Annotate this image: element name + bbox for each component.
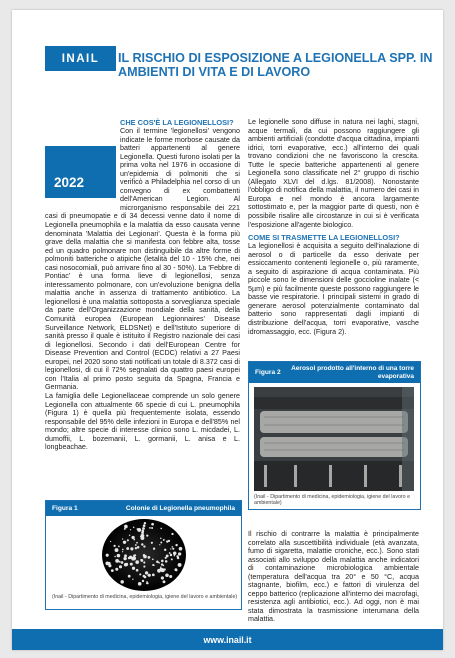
colony-dot [161, 560, 164, 563]
colony-dot [137, 528, 141, 532]
colony-dot [165, 574, 169, 578]
colony-dot [130, 547, 133, 550]
colony-dot [165, 554, 168, 557]
colony-dot [160, 542, 162, 544]
colony-dot [158, 562, 160, 564]
figure-2-label: Figura 2 [255, 369, 281, 376]
colony-dot [159, 544, 160, 545]
colony-dot [141, 580, 143, 582]
colony-dot [160, 576, 163, 579]
colony-dot [131, 567, 134, 570]
colony-dot [141, 530, 144, 533]
paragraph-risk: Il rischio di contrarre la malattia è principalmente correlato alla suscettibilità individuale (età avanzata, fumo di sigaretta, malattie croniche, ecc.). Sono stati associati allo sviluppo della malattia anche indicatori di contaminazione microbiologica ambientale (temperatura dell'acqua tra 20° e 50 °C, acqua stagnante, biofilm, ecc.) e fattori di virulenza del ceppo batterico (replicazione all'interno dei macrofagi, resistenza agli antibiotici, ecc.). Ad oggi, non è mai stata dimostrata la trasmissione interumana della malattia. [248, 530, 419, 624]
colony-dot [113, 545, 115, 547]
colony-dot [129, 563, 132, 566]
colony-dot [163, 549, 165, 551]
colony-dot [143, 522, 145, 524]
colony-dot [173, 555, 174, 556]
colony-dot [108, 562, 110, 564]
colony-dot [149, 527, 151, 529]
year-label: 2022 [54, 175, 85, 190]
figure-2 [248, 361, 421, 510]
section-heading-transmission: COME SI TRASMETTE LA LEGIONELLOSI? [248, 233, 400, 243]
colony-dot [132, 527, 133, 528]
colony-dot [105, 562, 109, 566]
colony-dot [124, 525, 128, 529]
colony-dot [109, 541, 110, 542]
colony-dot [108, 564, 111, 567]
colony-dot [118, 565, 121, 568]
colony-dot [115, 559, 119, 563]
colony-dot [121, 551, 122, 552]
colony-dot [160, 567, 161, 568]
colony-dot [170, 558, 172, 560]
colony-dot [142, 554, 144, 556]
inail-logo: INAIL [45, 46, 116, 71]
colony-dot [105, 554, 108, 557]
colony-dot [169, 575, 172, 578]
right-column [248, 118, 419, 336]
colony-dot [121, 549, 123, 551]
colony-dot [157, 569, 161, 573]
colony-dot [167, 540, 169, 542]
colony-dot [162, 580, 165, 583]
colony-dot [175, 544, 177, 546]
colony-dot [129, 529, 130, 530]
colony-dot [151, 558, 153, 560]
colony-dot [120, 561, 123, 564]
colony-dot [127, 575, 130, 578]
colony-dot [151, 574, 154, 577]
colony-dot [150, 542, 152, 544]
colony-dot [156, 561, 159, 564]
colony-dot [110, 569, 113, 572]
colony-dot [143, 545, 145, 547]
colony-dot [134, 544, 136, 546]
colony-dot [120, 580, 123, 583]
colony-dot [176, 557, 178, 559]
colony-dot [143, 566, 145, 568]
colony-dot [139, 573, 141, 575]
colony-dot [137, 582, 141, 586]
colony-dot [174, 553, 176, 555]
colony-dot [128, 535, 129, 536]
colony-dot [168, 552, 170, 554]
colony-dot [164, 560, 167, 563]
colony-dot [142, 524, 145, 527]
colony-dot [175, 569, 177, 571]
colony-dot [140, 559, 141, 560]
figure-1-title: Colonie di Legionella pneumophila [125, 505, 235, 512]
colony-dot [123, 563, 126, 566]
left-column [45, 118, 240, 452]
colony-dot [114, 548, 118, 552]
colony-dot [177, 563, 181, 567]
colony-dot [140, 534, 144, 538]
colony-dot [136, 542, 138, 544]
colony-dot [143, 561, 145, 563]
colony-dot [134, 547, 136, 549]
colony-dot [146, 535, 148, 537]
colony-dot [169, 554, 171, 556]
footer-url[interactable]: www.inail.it [12, 629, 443, 650]
colony-dot [142, 527, 145, 530]
colony-dot [139, 536, 140, 537]
colony-dot [132, 556, 136, 560]
figure-1-label: Figura 1 [52, 505, 78, 512]
cooling-tower-image [254, 387, 414, 491]
colony-dot [160, 528, 162, 530]
colony-dot [171, 533, 173, 535]
colony-dot [141, 543, 143, 545]
colony-dot [132, 579, 133, 580]
figure-1-credit: (Inail - Dipartimento di medicina, epidemiologia, igiene del lavoro e ambientale) [52, 594, 238, 600]
figure-2-title: Aerosol prodotto all'interno di una torre evaporativa [291, 364, 414, 380]
paragraph-what-2: La famiglia delle Legionellaceae comprende un solo genere Legionella con attualmente 66 specie di cui L. pneumophila (Figura 1) è quella più frequentemente isolata, essendo responsabile del 95% delle infezioni in Europa e dell'85% nel mondo; altre specie di interesse clinico sono L. micdadei, L. dumoffii, L. bozemanii, L. gormanii, L. anisa e L. longbeachae. [45, 391, 240, 452]
colony-dot [144, 571, 147, 574]
page-title: IL RISCHIO DI ESPOSIZIONE A LEGIONELLA SPP. IN AMBIENTI DI VITA E DI LAVORO [118, 51, 433, 79]
right-column-bottom [248, 530, 419, 624]
fact-sheet-page [12, 10, 443, 650]
colony-dot [151, 527, 153, 529]
colony-dot [151, 523, 154, 526]
figure-1 [45, 500, 242, 610]
colony-dot [126, 539, 128, 541]
colony-dot [177, 552, 180, 555]
paragraph-transmission: La legionellosi è acquisita a seguito dell'inalazione di aerosol o di particelle da esso derivate per essiccamento contenenti legionelle o, più raramente, a seguito di aspirazione di acqua contaminata. Più piccole sono le dimensioni delle goccioline inalate (< 5µm) e più facilmente queste possono raggiungere le basse vie respiratorie. I principali sistemi in grado di generare aerosol potenzialmente contaminato dal batterio sono rappresentati dagli impianti di distribuzione dell'acqua, torri evaporative, vasche idromassaggio, ecc. (Figura 2). [248, 242, 419, 336]
colony-dot [147, 575, 148, 576]
figure-2-header [249, 362, 420, 383]
petri-dish-image [100, 517, 188, 593]
colony-dot [126, 547, 129, 550]
colony-dot [131, 536, 134, 539]
colony-dot [163, 568, 165, 570]
figure-1-header [46, 501, 241, 516]
colony-dot [116, 554, 119, 557]
colony-dot [170, 548, 171, 549]
colony-dot [121, 538, 122, 539]
colony-dot [136, 546, 139, 549]
colony-dot [171, 546, 173, 548]
colony-dot [124, 541, 125, 542]
colony-dot [162, 539, 164, 541]
section-heading-what: CHE COS'È LA LEGIONELLOSI? [120, 118, 234, 127]
colony-dot [178, 547, 182, 551]
colony-dot [135, 569, 138, 572]
colony-dot [172, 548, 174, 550]
paragraph-what-1: Con il termine 'legionellosi' vengono indicate le forme morbose causate da batteri appartenenti al genere Legionella. Questi furono isolati per la prima volta nel 1976 in occasione di un'epidemia di polmoniti che si verificò a Philadelphia nel corso di un convegno di ex combattenti dell'American Legion. Al microrganismo responsabile dei 221 casi di pneumopatie e di 34 decessi venne dato il nome di Legionella pneumophila e la malattia da esso causata venne denominata 'Malattia dei Legionari'. Questa è la forma più grave della malattia che si manifesta con febbre alta, tosse ed un quadro polmonare non distinguibile da altre forme di polmoniti batteriche o atipiche (letalità del 10 - 15% che, nei casi nosocomiali, può arrivare fino al 30 - 50%). La 'Febbre di Pontiac' è una forma lieve di legionellosi, senza interessamento polmonare, con un'evoluzione benigna della malattia anche in assenza di trattamento antibiotico. La legionellosi è una malattia sottoposta a sorveglianza speciale da parte dell'Organizzazione mondiale della sanità, della Comunità europea (European Legionnaires' Disease Surveillance Network, ELDSNet) e dell'Istituto superiore di sanità presso il quale è istituito il Registro nazionale dei casi di legionellosi. Secondo i dati dell'European Centre for Disease Prevention and Control (ECDC) relativi a 27 Paesi europei, nel 2020 sono stati notificati un totale di 8.372 casi di legionellosi, di cui il 72% segnalati da quattro paesi europei con l'Italia al primo posto seguita da Spagna, Francia e Germania. [45, 127, 240, 392]
colony-dot [118, 546, 120, 548]
colony-dot [142, 575, 145, 578]
colony-dot [124, 554, 127, 557]
colony-dot [114, 556, 116, 558]
colony-dot [160, 538, 161, 539]
colony-dot [115, 568, 118, 571]
figure-2-credit: (Inail - Dipartimento di medicina, epidemiologia, igiene del lavoro e ambientale) [254, 494, 411, 506]
colony-dot [152, 548, 154, 550]
colony-dot [146, 582, 148, 584]
colony-dot [152, 564, 154, 566]
colony-dot [147, 556, 150, 559]
colony-dot [127, 557, 130, 560]
colony-dot [162, 565, 163, 566]
paragraph-habitat: Le legionelle sono diffuse in natura nei laghi, stagni, acque termali, da cui possono raggiungere gli ambienti artificiali (condotte d'acqua cittadina, impianti idrici, torri evaporative, ecc.) all'interno dei quali trovano condizioni che ne favoriscono la crescita. Tutte le specie batteriche appartenenti al genere Legionella sono classificate nel 2° gruppo di rischio (Allegato XLVI del d.lgs. 81/2008). Nonostante l'obbligo di notifica della malattia, il numero dei casi in Europa e nel mondo è ancora largamente sottostimato e, per la maggior parte di questi, non è possibile risalire alle circostanze in cui si è verificata l'esposizione all'agente biologico. [248, 118, 419, 229]
colony-dot [123, 557, 126, 560]
colony-dot [135, 560, 139, 564]
